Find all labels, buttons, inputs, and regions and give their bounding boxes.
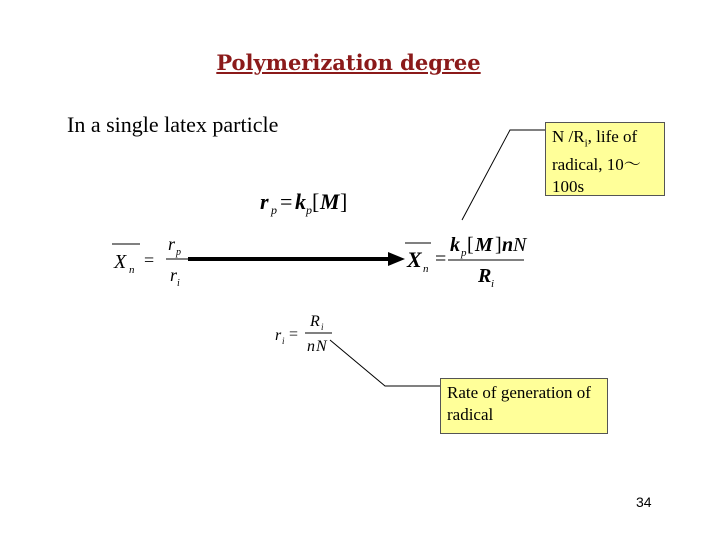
svg-text:i: i xyxy=(177,278,180,289)
callout-line-2: radical, 10～ xyxy=(552,155,641,175)
svg-text:N: N xyxy=(316,338,327,355)
equation-xn-result xyxy=(405,234,528,290)
svg-text:p: p xyxy=(306,203,312,217)
svg-text:=: = xyxy=(289,326,299,343)
svg-text:]: ] xyxy=(340,189,348,214)
callout-line-2: radical xyxy=(447,405,494,424)
svg-text:n: n xyxy=(502,234,514,256)
svg-text:M: M xyxy=(320,189,340,214)
svg-text:n: n xyxy=(129,264,135,276)
svg-text:r: r xyxy=(170,265,178,285)
callout-line-1: Rate of generation of xyxy=(447,383,591,402)
svg-text:[: [ xyxy=(312,189,320,214)
svg-text:=: = xyxy=(435,248,447,270)
equation-rp xyxy=(260,189,347,217)
svg-text:=: = xyxy=(144,250,155,270)
svg-text:k: k xyxy=(450,234,460,256)
svg-text:p: p xyxy=(271,203,277,217)
svg-text:p: p xyxy=(176,247,181,258)
svg-text:R: R xyxy=(310,313,320,330)
svg-text:X: X xyxy=(407,247,422,272)
svg-text:]: ] xyxy=(495,234,502,256)
svg-text:n: n xyxy=(307,338,315,355)
svg-text:p: p xyxy=(461,247,467,259)
svg-text:R: R xyxy=(478,265,492,287)
slide-subtitle: In a single latex particle xyxy=(67,112,279,137)
main-arrow-head xyxy=(388,252,405,266)
svg-text:N: N xyxy=(513,234,527,256)
svg-text:M: M xyxy=(475,234,493,256)
lifetime-connector-line xyxy=(462,130,545,220)
svg-text:r: r xyxy=(260,189,269,214)
svg-text:=: = xyxy=(280,189,293,214)
svg-text:r: r xyxy=(275,327,282,344)
equation-ri xyxy=(275,313,332,355)
equation-xn-ratio xyxy=(112,234,188,289)
svg-text:n: n xyxy=(423,263,429,275)
page-number: 34 xyxy=(636,494,652,510)
svg-text:i: i xyxy=(491,278,495,290)
svg-text:[: [ xyxy=(467,234,474,256)
generation-connector-line xyxy=(330,340,440,386)
svg-text:r: r xyxy=(168,234,176,254)
svg-text:i: i xyxy=(321,322,324,332)
slide-title: Polymerization degree xyxy=(216,50,481,75)
callout-line-3: 100s xyxy=(552,177,585,197)
callout-line-1: N $/R_i$, life of xyxy=(552,127,638,150)
svg-text:k: k xyxy=(295,189,306,214)
svg-text:i: i xyxy=(282,336,285,346)
svg-text:X: X xyxy=(114,251,127,273)
